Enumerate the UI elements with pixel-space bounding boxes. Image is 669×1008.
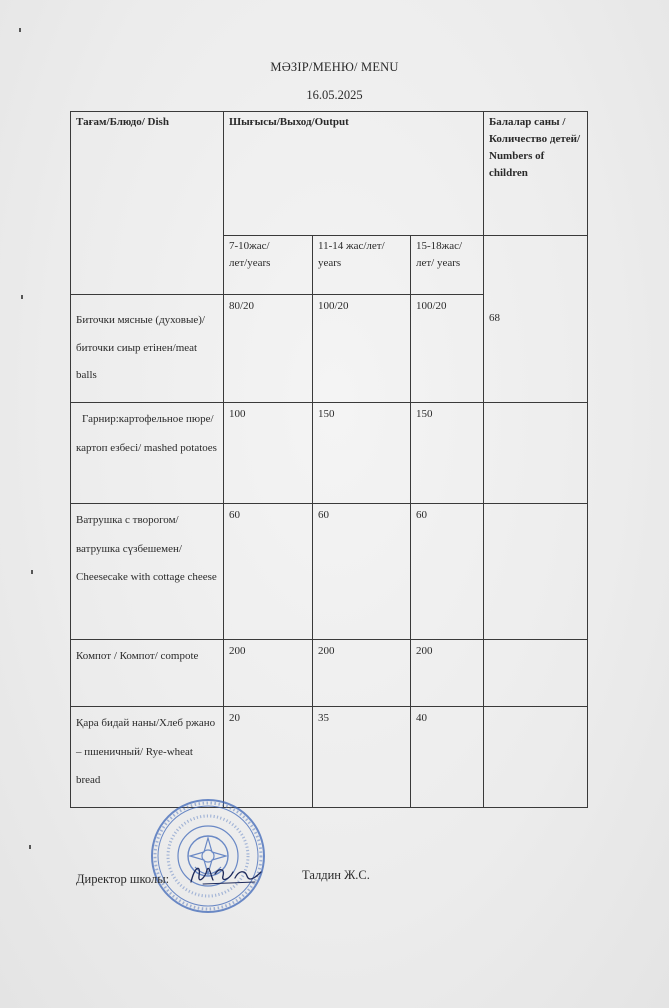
output-value: 20 xyxy=(224,707,313,808)
table-row xyxy=(71,707,588,808)
output-value: 100/20 xyxy=(313,295,411,403)
table-row xyxy=(71,403,588,504)
age-group-cell: 15-18жас/лет/ years xyxy=(411,236,484,295)
document-title: МӘЗІР/МЕНЮ/ MENU xyxy=(270,60,399,74)
output-value: 200 xyxy=(313,640,411,707)
scan-mark xyxy=(29,845,31,849)
output-value: 40 xyxy=(411,707,484,808)
output-value: 150 xyxy=(411,403,484,504)
dish-name: Компот / Компот/ compote xyxy=(71,640,224,707)
header-children: Балалар саны /Количество детей/ Numbers of children xyxy=(484,112,588,236)
output-value: 100/20 xyxy=(411,295,484,403)
menu-table xyxy=(70,111,588,808)
table-row xyxy=(71,640,588,707)
output-value: 150 xyxy=(313,403,411,504)
output-value: 60 xyxy=(313,504,411,640)
header-dish: Тағам/Блюдо/ Dish xyxy=(71,112,224,295)
director-signature xyxy=(185,858,265,890)
age-group-cell: 7-10жас/лет/years xyxy=(224,236,313,295)
output-value: 200 xyxy=(411,640,484,707)
official-seal xyxy=(149,797,267,915)
table-header-row xyxy=(71,112,588,236)
empty-cell xyxy=(484,403,588,504)
empty-cell xyxy=(484,707,588,808)
director-name: Талдин Ж.С. xyxy=(302,868,370,882)
dish-name: Ватрушка с творогом/ ватрушка сүзбешемен/ Cheesecake with cottage cheese xyxy=(71,504,224,640)
scan-mark xyxy=(19,28,21,32)
output-value: 35 xyxy=(313,707,411,808)
output-value: 100 xyxy=(224,403,313,504)
director-label: Директор школы: xyxy=(76,872,170,886)
output-value: 200 xyxy=(224,640,313,707)
empty-cell xyxy=(484,504,588,640)
scan-mark xyxy=(21,295,23,299)
dish-name: Гарнир:картофельное пюре/ картоп езбесі/ mashed potatoes xyxy=(71,403,224,504)
scan-mark xyxy=(31,570,33,574)
children-count: 68 xyxy=(484,236,588,403)
dish-name: Қара бидай наны/Хлеб ржано – пшеничный/ Rye-wheat bread xyxy=(71,707,224,808)
empty-cell xyxy=(484,640,588,707)
header-output: Шығысы/Выход/Output xyxy=(224,112,484,236)
table-row xyxy=(71,504,588,640)
document-date: 16.05.2025 xyxy=(306,88,363,102)
output-value: 60 xyxy=(411,504,484,640)
dish-name: Биточки мясные (духовые)/биточки сиыр етінен/meat balls xyxy=(71,295,224,403)
age-group-cell: 11-14 жас/лет/ years xyxy=(313,236,411,295)
output-value: 60 xyxy=(224,504,313,640)
output-value: 80/20 xyxy=(224,295,313,403)
